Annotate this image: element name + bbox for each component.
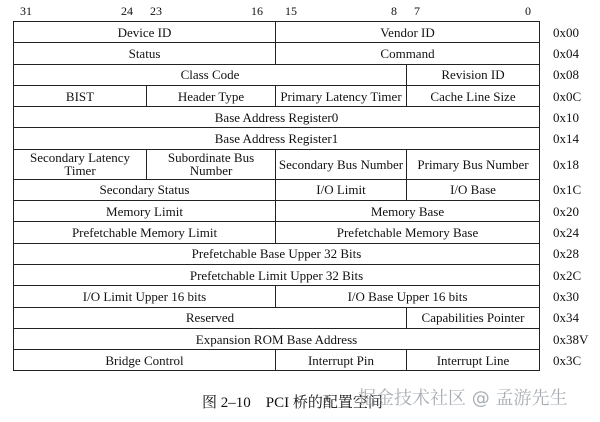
register-offset: 0x3C bbox=[553, 352, 582, 368]
register-row bbox=[14, 149, 540, 179]
register-offset: 0x04 bbox=[553, 45, 579, 61]
bit-label: 7 bbox=[414, 4, 420, 18]
register-field: I/O Base Upper 16 bits bbox=[276, 286, 540, 307]
register-row bbox=[14, 222, 540, 243]
register-field: I/O Base bbox=[407, 179, 540, 200]
pci-bridge-config-table bbox=[13, 21, 540, 371]
register-row bbox=[14, 264, 540, 285]
register-field: Primary Latency Timer bbox=[276, 85, 407, 106]
register-field: Vendor ID bbox=[276, 22, 540, 43]
bit-label: 16 bbox=[251, 4, 263, 18]
register-field: Memory Limit bbox=[14, 201, 276, 222]
register-field: I/O Limit bbox=[276, 179, 407, 200]
register-field: Prefetchable Limit Upper 32 Bits bbox=[14, 264, 540, 285]
register-row bbox=[14, 243, 540, 264]
register-row bbox=[14, 328, 540, 349]
bit-label: 8 bbox=[391, 4, 397, 18]
register-offset: 0x1C bbox=[553, 182, 582, 198]
figure-caption: 图 2–10 PCI 桥的配置空间 bbox=[202, 395, 383, 411]
register-field: Base Address Register0 bbox=[14, 107, 540, 128]
register-field: Revision ID bbox=[407, 64, 540, 85]
register-row bbox=[14, 22, 540, 43]
register-offset: 0x08 bbox=[553, 67, 579, 83]
register-row bbox=[14, 201, 540, 222]
register-row bbox=[14, 85, 540, 106]
register-field: I/O Limit Upper 16 bits bbox=[14, 286, 276, 307]
register-field: Class Code bbox=[14, 64, 407, 85]
register-offset: 0x14 bbox=[553, 131, 579, 147]
register-row bbox=[14, 64, 540, 85]
register-field: Capabilities Pointer bbox=[407, 307, 540, 328]
register-offset: 0x0C bbox=[553, 88, 582, 104]
bit-label: 31 bbox=[20, 4, 32, 18]
register-field: Expansion ROM Base Address bbox=[14, 328, 540, 349]
bit-label: 0 bbox=[525, 4, 531, 18]
register-field: Interrupt Line bbox=[407, 350, 540, 371]
register-field: Device ID bbox=[14, 22, 276, 43]
register-row bbox=[14, 107, 540, 128]
register-field: Prefetchable Base Upper 32 Bits bbox=[14, 243, 540, 264]
register-field: Primary Bus Number bbox=[407, 149, 540, 179]
register-offset: 0x34 bbox=[553, 310, 579, 326]
register-field: Bridge Control bbox=[14, 350, 276, 371]
register-row bbox=[14, 43, 540, 64]
register-row bbox=[14, 286, 540, 307]
register-offset: 0x00 bbox=[553, 24, 579, 40]
register-offset: 0x20 bbox=[553, 203, 579, 219]
watermark-text: 掘金技术社区 @ 孟游先生 bbox=[358, 388, 568, 409]
register-field: Command bbox=[276, 43, 540, 64]
register-field: Header Type bbox=[147, 85, 276, 106]
bit-label: 24 bbox=[121, 4, 133, 18]
bit-label: 15 bbox=[285, 4, 297, 18]
register-row bbox=[14, 307, 540, 328]
register-field: Status bbox=[14, 43, 276, 64]
register-offset: 0x24 bbox=[553, 225, 579, 241]
register-offset: 0x38V bbox=[553, 331, 589, 347]
register-field: Secondary Latency Timer bbox=[14, 149, 147, 179]
register-field: Interrupt Pin bbox=[276, 350, 407, 371]
register-field: BIST bbox=[14, 85, 147, 106]
register-offset: 0x28 bbox=[553, 246, 579, 262]
register-field: Cache Line Size bbox=[407, 85, 540, 106]
register-field: Secondary Status bbox=[14, 179, 276, 200]
register-row bbox=[14, 128, 540, 149]
register-field: Subordinate Bus Number bbox=[147, 149, 276, 179]
register-offset: 0x18 bbox=[553, 156, 579, 172]
register-row bbox=[14, 350, 540, 371]
register-offset: 0x2C bbox=[553, 267, 582, 283]
register-row bbox=[14, 179, 540, 200]
register-field: Prefetchable Memory Limit bbox=[14, 222, 276, 243]
bit-label: 23 bbox=[150, 4, 162, 18]
register-offset: 0x30 bbox=[553, 288, 579, 304]
register-field: Reserved bbox=[14, 307, 407, 328]
register-field: Memory Base bbox=[276, 201, 540, 222]
register-field: Secondary Bus Number bbox=[276, 149, 407, 179]
bit-position-header bbox=[0, 0, 600, 20]
register-field: Base Address Register1 bbox=[14, 128, 540, 149]
register-field: Prefetchable Memory Base bbox=[276, 222, 540, 243]
register-offset: 0x10 bbox=[553, 109, 579, 125]
